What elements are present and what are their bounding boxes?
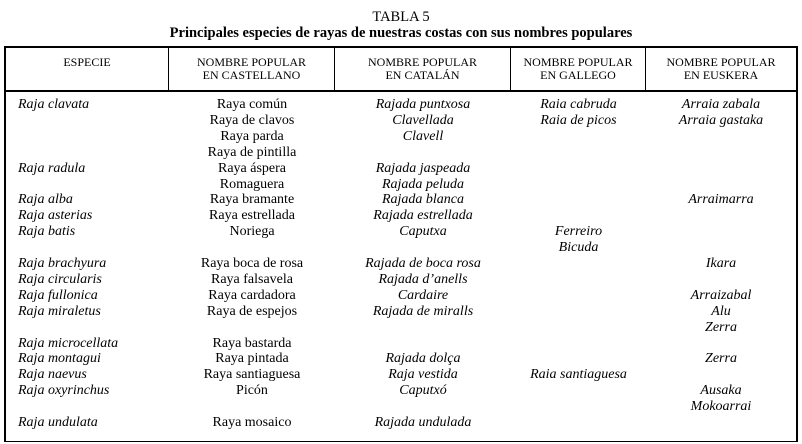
catalan-name: Caputxa [399, 224, 447, 240]
catalan-name: Rajada dolça [385, 351, 461, 367]
column-especie [6, 92, 169, 442]
table-title: Principales especies de rayas de nuestras costas con sus nombres populares [169, 25, 633, 41]
species-name: Raja naevus [18, 367, 87, 383]
header-line: NOMBRE POPULAR [666, 55, 776, 69]
catalan-name: Rajada peluda [381, 176, 465, 192]
table-header [6, 48, 796, 92]
names-table [4, 46, 798, 442]
euskera-name: Alu [711, 303, 731, 319]
catalan-name: Clavellada [392, 112, 454, 128]
castellano-name: Raya mosaico [212, 415, 292, 430]
species-name: Raja microcellata [18, 335, 119, 351]
euskera-name: Arraizabal [690, 287, 752, 303]
header-castellano [169, 48, 335, 90]
castellano-name: Picón [236, 383, 268, 399]
species-name: Raja brachyura [18, 256, 107, 271]
castellano-name: Romaguera [219, 176, 285, 192]
species-name: Raja fullonica [18, 287, 98, 303]
catalan-name: Cardaire [397, 287, 449, 303]
species-name: Raja asterias [18, 208, 93, 224]
header-line: EN CATALÁN [385, 68, 460, 82]
euskera-name: Ausaka [700, 383, 742, 399]
gallego-name: Raia cabruda [540, 97, 617, 112]
catalan-name: Rajada estrellada [373, 208, 473, 224]
catalan-name: Rajada blanca [381, 192, 465, 208]
header-line: NOMBRE POPULAR [523, 55, 633, 69]
column-castellano [169, 92, 335, 442]
catalan-name: Caputxó [399, 383, 447, 399]
header-especie [6, 48, 169, 90]
table-body [6, 92, 796, 442]
castellano-name: Raya parda [220, 128, 284, 144]
species-name: Raja miraletus [18, 303, 101, 319]
header-line: EN EUSKERA [683, 68, 759, 82]
euskera-name: Arraia gastaka [678, 112, 764, 128]
catalan-name: Rajada jaspeada [375, 160, 471, 176]
column-euskera [646, 92, 796, 442]
castellano-name: Raya común [216, 97, 288, 112]
euskera-name: Arraia zabala [681, 97, 761, 112]
header-euskera [646, 48, 796, 90]
gallego-name: Ferreiro [554, 224, 603, 240]
castellano-name: Raya áspera [217, 160, 287, 176]
table-number: TABLA 5 [372, 9, 430, 25]
castellano-name: Raya santiaguesa [203, 367, 301, 383]
header-catalan [335, 48, 511, 90]
header-line: NOMBRE POPULAR [367, 55, 478, 69]
gallego-name: Bicuda [558, 240, 599, 256]
header-line: EN CASTELLANO [202, 68, 301, 82]
euskera-name: Zerra [705, 319, 737, 335]
header-gallego [511, 48, 646, 90]
species-name: Raja circularis [18, 271, 102, 287]
gallego-name: Raia santiaguesa [530, 367, 627, 383]
species-name: Raja oxyrinchus [18, 383, 110, 399]
castellano-name: Raya boca de rosa [200, 256, 304, 271]
castellano-name: Raya de clavos [209, 112, 295, 128]
castellano-name: Raya estrellada [209, 208, 295, 224]
catalan-name: Rajada puntxosa [375, 97, 471, 112]
euskera-name: Arraimarra [688, 192, 754, 208]
castellano-name: Noriega [229, 224, 275, 240]
species-name: Raja batis [18, 224, 76, 240]
castellano-name: Raya bramante [209, 192, 295, 208]
castellano-name: Raya cardadora [208, 287, 296, 303]
euskera-name: Ikara [705, 256, 737, 271]
column-catalan [335, 92, 511, 442]
euskera-name: Mokoarrai [690, 399, 752, 415]
header-line: EN GALLEGO [540, 68, 616, 82]
species-name: Raja alba [18, 192, 73, 208]
euskera-name: Zerra [705, 351, 737, 367]
column-gallego [511, 92, 646, 442]
castellano-name: Raya falsavela [210, 271, 293, 287]
header-line: NOMBRE POPULAR [196, 55, 307, 69]
castellano-name: Raya bastarda [212, 335, 292, 351]
catalan-name: Rajada de miralls [372, 303, 474, 319]
catalan-name: Rajada de boca rosa [365, 256, 481, 271]
catalan-name: Raja vestida [388, 367, 458, 383]
catalan-name: Rajada undulada [374, 415, 472, 430]
catalan-name: Rajada d’anells [378, 271, 468, 287]
species-name: Raja montagui [18, 351, 101, 367]
species-name: Raja undulata [18, 415, 98, 430]
gallego-name: Raia de picos [540, 112, 617, 128]
catalan-name: Clavell [402, 128, 444, 144]
species-name: Raja clavata [18, 97, 90, 112]
species-name: Raja radula [18, 160, 86, 176]
castellano-name: Raya de espejos [206, 303, 298, 319]
castellano-name: Raya de pintilla [207, 144, 297, 160]
header-line: ESPECIE [63, 55, 111, 69]
castellano-name: Raya pintada [215, 351, 289, 367]
